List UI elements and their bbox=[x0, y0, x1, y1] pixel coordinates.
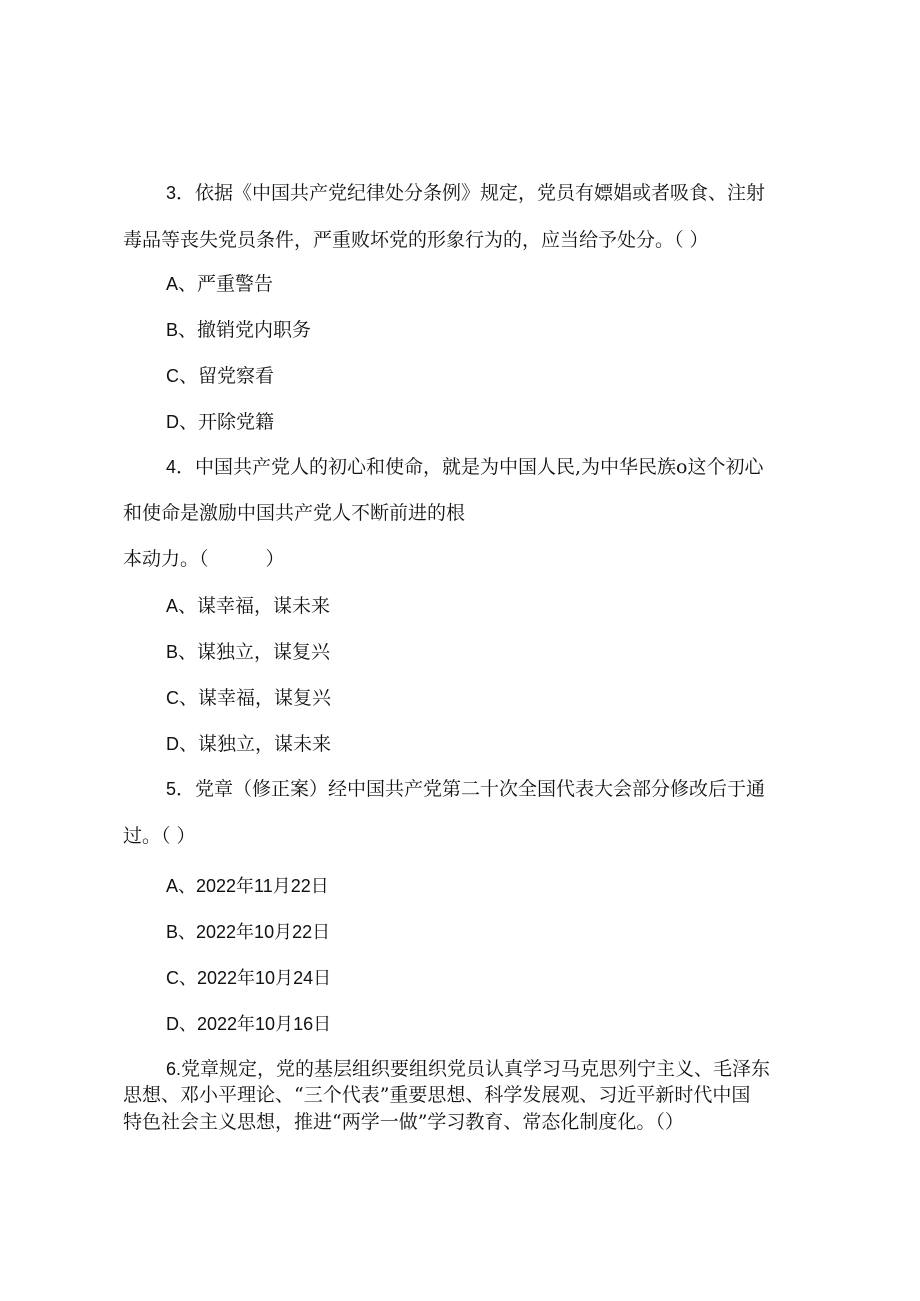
question-6-stem-line-3: 特色社会主义思想，推进“两学一做”学习教育、常态化制度化。（） bbox=[123, 1111, 684, 1133]
question-6-number: 6. bbox=[166, 1059, 182, 1079]
question-5-option-a: A、2022年11月22日 bbox=[166, 876, 329, 896]
question-5-number: 5 bbox=[166, 779, 177, 799]
question-4-stem-line-3: 本动力。（ ） bbox=[123, 548, 285, 570]
question-4-number: 4 bbox=[166, 457, 177, 477]
question-3-option-c: C、留党察看 bbox=[166, 365, 275, 387]
question-4-option-c: C、谋幸福，谋复兴 bbox=[166, 687, 332, 709]
question-3-number: 3 bbox=[166, 183, 177, 203]
question-3-stem-line-2: 毒品等丧失党员条件，严重败坏党的形象行为的，应当给予处分。（ ） bbox=[123, 229, 709, 251]
question-5-option-b: B、2022年10月22日 bbox=[166, 922, 331, 942]
question-4-option-d: D、谋独立，谋未来 bbox=[166, 733, 332, 755]
question-3-option-b: B、撤销党内职务 bbox=[166, 319, 312, 341]
question-4-stem-line-1: 4．中国共产党人的初心和使命，就是为中国人民,为中华民族o这个初心 bbox=[166, 456, 764, 478]
question-3-option-d: D、开除党籍 bbox=[166, 411, 275, 433]
question-5-stem-line-1: 5．党章（修正案）经中国共产党第二十次全国代表大会部分修改后于通 bbox=[166, 778, 766, 800]
question-5-option-c: C、2022年10月24日 bbox=[166, 968, 332, 988]
question-3-option-a: A、严重警告 bbox=[166, 273, 274, 295]
question-4-stem-line-2: 和使命是激励中国共产党人不断前进的根 bbox=[123, 502, 466, 524]
question-4-option-a: A、谋幸福，谋未来 bbox=[166, 595, 331, 617]
question-5-option-d: D、2022年10月16日 bbox=[166, 1014, 332, 1034]
question-5-stem-line-2: 过。（ ） bbox=[123, 825, 196, 847]
question-3-stem-line-1: 3．依据《中国共产党纪律处分条例》规定，党员有嫖娼或者吸食、注射 bbox=[166, 182, 766, 204]
question-6-stem-line-2: 思想、邓小平理论、“三个代表”重要思想、科学发展观、习近平新时代中国 bbox=[123, 1084, 751, 1106]
question-6-stem-line-1: 6.党章规定，党的基层组织要组织党员认真学习马克思列宁主义、毛泽东 bbox=[166, 1058, 771, 1080]
question-4-option-b: B、谋独立，谋复兴 bbox=[166, 641, 331, 663]
